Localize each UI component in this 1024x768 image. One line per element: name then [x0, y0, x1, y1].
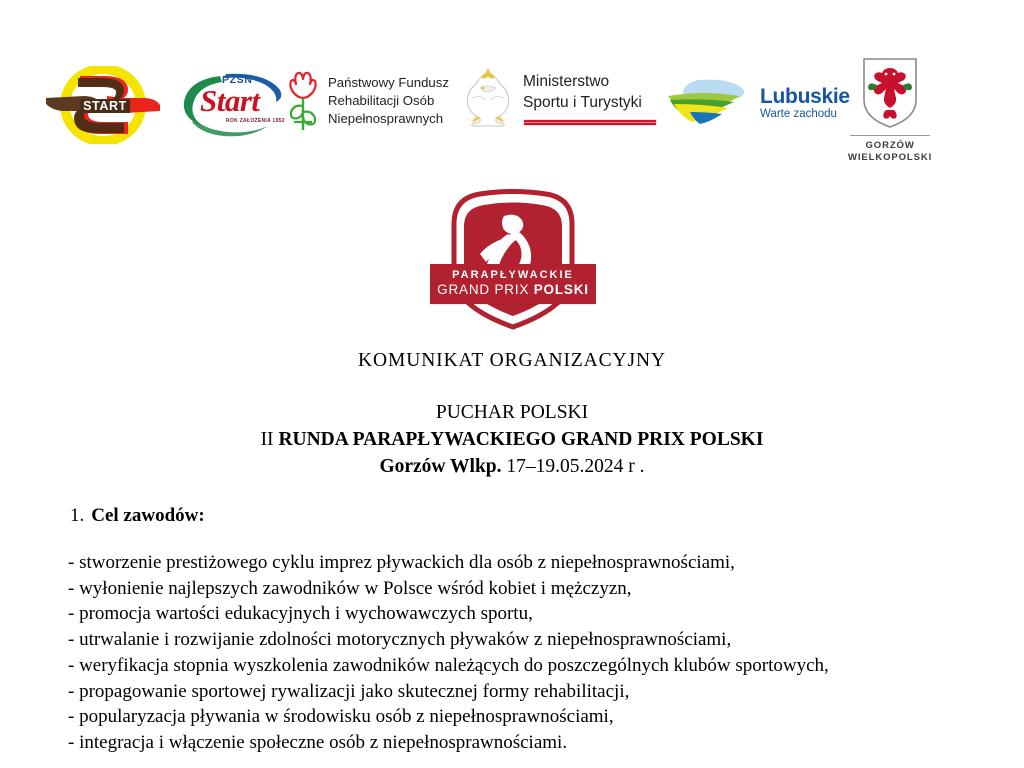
- ministry-line-2: Sportu i Turystyki: [523, 93, 642, 111]
- gorzow-divider: [850, 135, 930, 136]
- grand-prix-banner-line-1: PARAPŁYWACKIE: [452, 269, 574, 281]
- polish-eagle-icon: [462, 68, 514, 130]
- lubuskie-swoosh-icon: [668, 78, 754, 130]
- start-classic-wordmark: START: [83, 99, 127, 113]
- pfron-tulip-icon: [286, 70, 320, 132]
- lubuskie-name: Lubuskie: [760, 85, 850, 109]
- list-item: - promocja wartości edukacyjnych i wychowawczych sportu,: [68, 603, 533, 625]
- pfron-logo: [286, 70, 449, 132]
- ministry-text: [523, 72, 657, 113]
- list-item: - integracja i włączenie społeczne osób z niepełnosprawnościami.: [68, 732, 568, 754]
- lubuskie-tagline: Warte zachodu: [760, 108, 837, 121]
- gorzow-wielkopolski-crest: [848, 56, 932, 164]
- subtitle-round-name: RUNDA PARAPŁYWACKIEGO GRAND PRIX POLSKI: [278, 428, 764, 450]
- pfron-line-3: Niepełnosprawnych: [328, 111, 444, 127]
- page-title: KOMUNIKAT ORGANIZACYJNY: [358, 350, 666, 371]
- pfron-line-1: Państwowy Fundusz: [328, 74, 449, 90]
- event-subtitle-block: [0, 400, 1024, 481]
- gp-light-text: GRAND PRIX: [437, 281, 534, 297]
- grand-prix-banner-line-2: [430, 283, 596, 298]
- ministry-flag-bar: [523, 119, 657, 126]
- event-logo: [437, 188, 589, 330]
- pfron-line-2: Rehabilitacji Osób: [328, 92, 435, 108]
- subtitle-round-number: II: [260, 428, 279, 450]
- lubuskie-region-logo: [668, 78, 850, 130]
- list-item: - propagowanie sportowej rywalizacji jako skutecznej formy rehabilitacji,: [68, 680, 630, 702]
- grand-prix-banner: [430, 264, 596, 304]
- gorzow-text: [848, 140, 932, 164]
- subtitle-line-3: [0, 454, 1024, 481]
- list-item: - wyłonienie najlepszych zawodników w Polsce wśród kobiet i mężczyzn,: [68, 577, 632, 599]
- pzsn-start-logo: [180, 68, 288, 140]
- sponsor-logo-strip: [0, 52, 1024, 162]
- list-item: - weryfikacja stopnia wyszkolenia zawodników należących do poszczególnych klubów sportowych,: [68, 654, 829, 676]
- list-item: - utrwalanie i rozwijanie zdolności motorycznych pływaków z niepełnosprawnościami,: [68, 629, 732, 651]
- subtitle-line-1: PUCHAR POLSKI: [435, 402, 589, 423]
- list-item: - stworzenie prestiżowego cyklu imprez pływackich dla osób z niepełnosprawnościami,: [68, 552, 735, 573]
- goals-list: [68, 550, 968, 756]
- gorzow-crest-icon: [858, 56, 922, 130]
- ministry-line-1: Ministerstwo: [523, 73, 610, 91]
- pfron-text: [328, 74, 449, 129]
- section-heading-goals: [70, 505, 205, 527]
- pzsn-federation-label: PZSN: [222, 74, 253, 86]
- pzsn-tagline: ROK ZAŁOŻENIA 1952: [226, 118, 285, 124]
- list-item: - popularyzacja pływania w środowisku osób z niepełnosprawnościami,: [68, 706, 614, 728]
- pzsn-wordmark: Start: [200, 83, 260, 118]
- subtitle-line-2: [0, 427, 1024, 454]
- gorzow-line-1: GORZÓW: [865, 140, 915, 151]
- event-dates: 17–19.05.2024 r .: [501, 455, 645, 477]
- gp-bold-text: POLSKI: [533, 281, 589, 297]
- start-classic-logo: [44, 66, 164, 144]
- start-classic-icon: [44, 66, 164, 144]
- section-label: Cel zawodów:: [91, 505, 205, 526]
- ministry-of-sport-logo: [462, 68, 657, 130]
- gorzow-line-2: WIELKOPOLSKI: [848, 151, 933, 163]
- event-city: Gorzów Wlkp.: [379, 455, 502, 477]
- section-number: 1.: [70, 505, 85, 526]
- grand-prix-shield-icon: [446, 188, 580, 330]
